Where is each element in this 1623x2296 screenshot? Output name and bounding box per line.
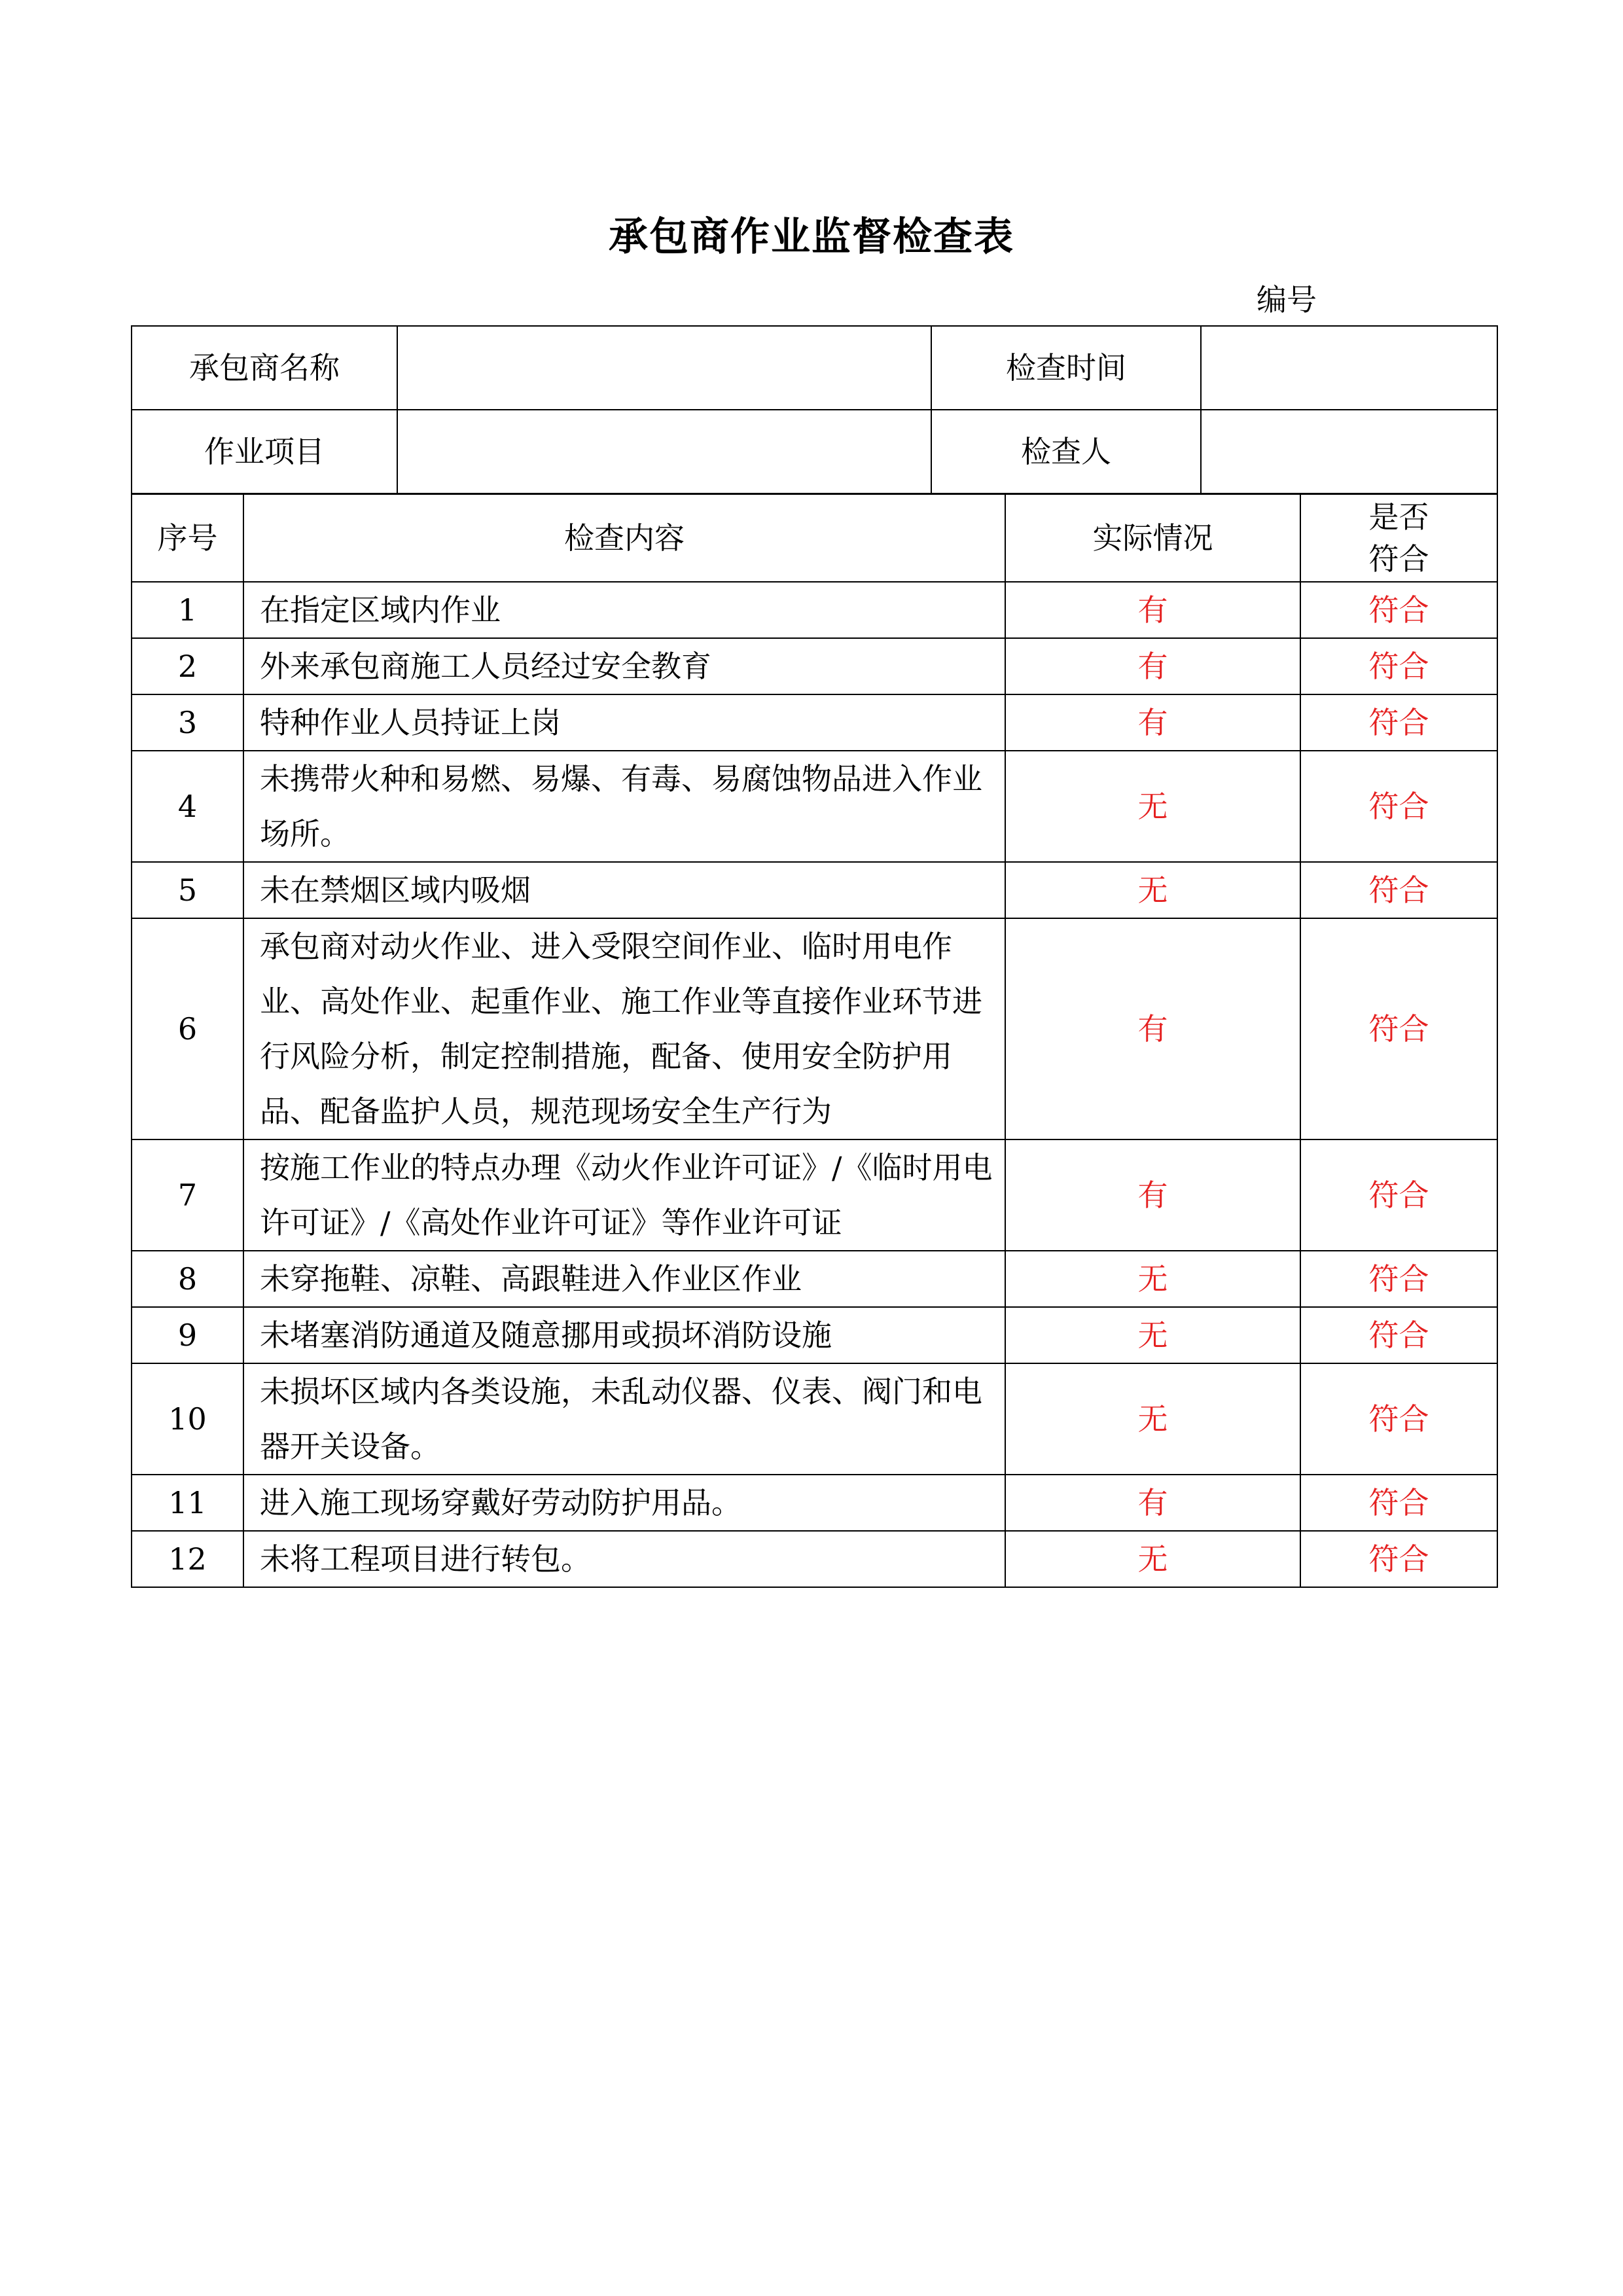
table-row [132, 1475, 1497, 1531]
row-actual-status: 无 [1005, 751, 1300, 862]
table-row [132, 862, 1497, 918]
info-row-contractor [132, 326, 1497, 410]
row-actual-status: 有 [1005, 918, 1300, 1139]
row-number: 8 [132, 1251, 243, 1307]
row-number: 2 [132, 638, 243, 694]
table-header-row [132, 494, 1497, 582]
table-row [132, 918, 1497, 1139]
row-number: 3 [132, 694, 243, 751]
row-number: 5 [132, 862, 243, 918]
inspector-field[interactable] [1201, 410, 1497, 493]
row-conform-status: 符合 [1300, 1139, 1497, 1251]
table-row [132, 1363, 1497, 1475]
check-time-field[interactable] [1201, 326, 1497, 410]
table-row [132, 1307, 1497, 1363]
table-row [132, 694, 1497, 751]
row-content: 特种作业人员持证上岗 [243, 694, 1005, 751]
row-content: 未将工程项目进行转包。 [243, 1531, 1005, 1587]
contractor-name-label: 承包商名称 [132, 326, 397, 410]
header-no: 序号 [132, 494, 243, 582]
document-number-label: 编号 [1257, 282, 1317, 317]
contractor-name-field[interactable] [397, 326, 931, 410]
row-actual-status: 有 [1005, 638, 1300, 694]
row-actual-status: 无 [1005, 1531, 1300, 1587]
row-content: 未穿拖鞋、凉鞋、高跟鞋进入作业区作业 [243, 1251, 1005, 1307]
row-number: 11 [132, 1475, 243, 1531]
row-number: 6 [132, 918, 243, 1139]
info-row-project [132, 410, 1497, 493]
row-conform-status: 符合 [1300, 694, 1497, 751]
row-actual-status: 有 [1005, 694, 1300, 751]
row-content: 未携带火种和易燃、易爆、有毒、易腐蚀物品进入作业场所。 [243, 751, 1005, 862]
row-actual-status: 无 [1005, 1251, 1300, 1307]
row-actual-status: 有 [1005, 582, 1300, 638]
row-content: 未损坏区域内各类设施，未乱动仪器、仪表、阀门和电器开关设备。 [243, 1363, 1005, 1475]
row-actual-status: 无 [1005, 1363, 1300, 1475]
row-number: 9 [132, 1307, 243, 1363]
row-conform-status: 符合 [1300, 751, 1497, 862]
header-content: 检查内容 [243, 494, 1005, 582]
project-field[interactable] [397, 410, 931, 493]
row-content: 未堵塞消防通道及随意挪用或损坏消防设施 [243, 1307, 1005, 1363]
row-conform-status: 符合 [1300, 582, 1497, 638]
inspection-table [131, 493, 1498, 1588]
header-conform [1300, 494, 1497, 582]
header-actual: 实际情况 [1005, 494, 1300, 582]
project-label: 作业项目 [132, 410, 397, 493]
row-content: 进入施工现场穿戴好劳动防护用品。 [243, 1475, 1005, 1531]
row-actual-status: 有 [1005, 1475, 1300, 1531]
row-conform-status: 符合 [1300, 862, 1497, 918]
row-actual-status: 有 [1005, 1139, 1300, 1251]
table-row [132, 751, 1497, 862]
row-content: 外来承包商施工人员经过安全教育 [243, 638, 1005, 694]
row-conform-status: 符合 [1300, 638, 1497, 694]
page-title: 承包商作业监督检查表 [609, 214, 1014, 260]
table-row [132, 1251, 1497, 1307]
table-row [132, 1531, 1497, 1587]
info-table [131, 325, 1498, 494]
row-conform-status: 符合 [1300, 1307, 1497, 1363]
row-number: 12 [132, 1531, 243, 1587]
table-row [132, 582, 1497, 638]
row-actual-status: 无 [1005, 1307, 1300, 1363]
row-content: 承包商对动火作业、进入受限空间作业、临时用电作业、高处作业、起重作业、施工作业等直接作业环节进行风险分析，制定控制措施，配备、使用安全防护用品、配备监护人员，规范现场安全生产行为 [243, 918, 1005, 1139]
table-row [132, 638, 1497, 694]
row-conform-status: 符合 [1300, 1363, 1497, 1475]
row-conform-status: 符合 [1300, 918, 1497, 1139]
row-actual-status: 无 [1005, 862, 1300, 918]
inspector-label: 检查人 [931, 410, 1201, 493]
row-conform-status: 符合 [1300, 1475, 1497, 1531]
row-content: 未在禁烟区域内吸烟 [243, 862, 1005, 918]
row-number: 1 [132, 582, 243, 638]
row-content: 在指定区域内作业 [243, 582, 1005, 638]
row-conform-status: 符合 [1300, 1531, 1497, 1587]
check-time-label: 检查时间 [931, 326, 1201, 410]
row-number: 7 [132, 1139, 243, 1251]
header-conform-line2: 符合 [1368, 541, 1429, 577]
header-conform-line1: 是否 [1368, 499, 1429, 535]
row-number: 10 [132, 1363, 243, 1475]
row-number: 4 [132, 751, 243, 862]
row-conform-status: 符合 [1300, 1251, 1497, 1307]
row-content: 按施工作业的特点办理《动火作业许可证》/《临时用电许可证》/《高处作业许可证》等作业许可证 [243, 1139, 1005, 1251]
table-row [132, 1139, 1497, 1251]
